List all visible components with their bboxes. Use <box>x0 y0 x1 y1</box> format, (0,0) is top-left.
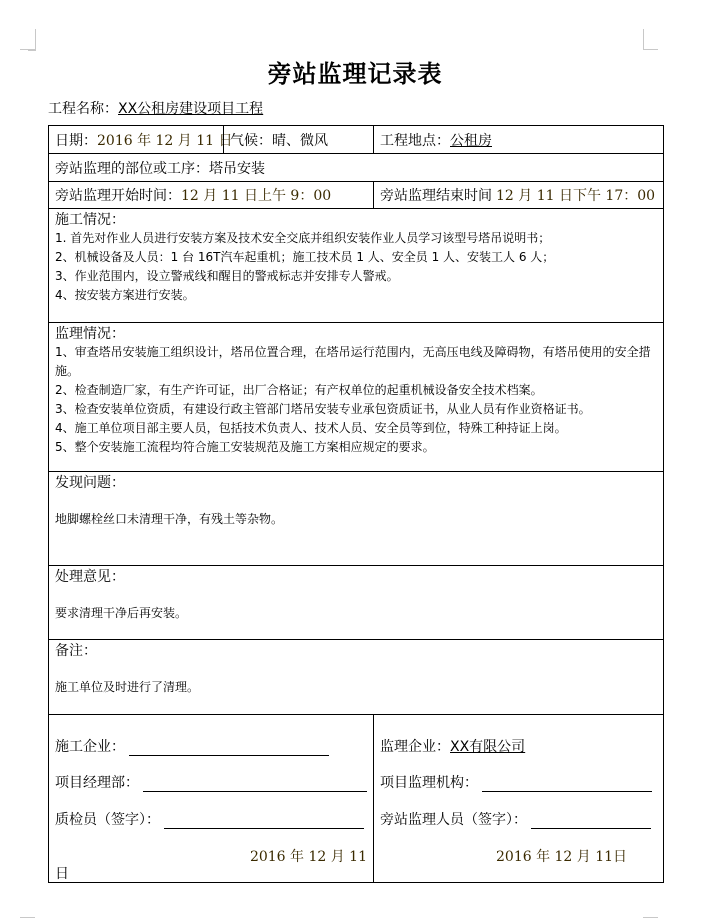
signatures-section <box>49 715 663 882</box>
contractor-company-blank[interactable] <box>129 741 329 756</box>
contractor-date-tail: 日 <box>55 866 69 882</box>
weather-label: 气候： <box>230 132 272 149</box>
supervision-org-blank[interactable] <box>482 777 652 792</box>
start-time-label: 旁站监理开始时间： <box>55 188 181 204</box>
quality-inspector-line[interactable] <box>55 809 364 829</box>
project-manager-line[interactable] <box>55 772 367 792</box>
row-times <box>49 182 663 209</box>
problems-heading: 发现问题： <box>55 475 125 491</box>
contractor-date: 2016 年 12 月 11 <box>249 849 367 865</box>
end-time-value: 12 月 11 日下午 17：00 <box>496 188 656 204</box>
supervision-line: 3、检查安装单位资质，有建设行政主管部门塔吊安装专业承包资质证书，从业人员有作业资格证书。 <box>55 402 591 416</box>
handling-block[interactable] <box>49 566 663 625</box>
part-label: 旁站监理的部位或工序： <box>55 160 209 177</box>
onsite-supervisor-line[interactable] <box>380 809 651 829</box>
page-corner-mark <box>20 49 35 50</box>
construction-line: 2、机械设备及人员：1 台 16T汽车起重机；施工技术员 1 人、安全员 1 人、安装工人 6 人； <box>55 250 555 264</box>
quality-inspector-blank[interactable] <box>164 814 364 829</box>
construction-block[interactable] <box>49 209 663 307</box>
supervision-line: 5、整个安装施工流程均符合施工安装规范及施工方案相应规定的要求。 <box>55 440 435 454</box>
contractor-company-label: 施工企业： <box>55 739 125 755</box>
handling-heading: 处理意见： <box>55 569 125 585</box>
project-name-value[interactable]: XX公租房建设项目工程 <box>118 101 264 117</box>
supervision-org-line[interactable] <box>380 772 652 792</box>
part-value: 塔吊安装 <box>209 160 265 177</box>
construction-heading: 施工情况： <box>55 212 125 228</box>
weather-cell[interactable] <box>223 126 373 153</box>
supervision-org-label: 项目监理机构： <box>380 775 478 791</box>
end-time-label: 旁站监理结束时间 <box>380 188 492 204</box>
row-date-weather-location <box>49 126 663 154</box>
project-manager-blank[interactable] <box>143 777 367 792</box>
location-cell[interactable] <box>373 126 663 153</box>
onsite-supervisor-label: 旁站监理人员（签字）： <box>380 812 527 828</box>
date-value: 2016 年 12 月 11 日 <box>97 132 233 149</box>
construction-line: 4、按安装方案进行安装。 <box>55 288 195 302</box>
construction-line: 1. 首先对作业人员进行安装方案及技术安全交底并组织安装作业人员学习该型号塔吊说明书； <box>55 231 551 245</box>
supervisor-company-value: XX有限公司 <box>450 739 526 755</box>
construction-line: 3、作业范围内，设立警戒线和醒目的警戒标志并安排专人警戒。 <box>55 269 399 283</box>
date-cell[interactable] <box>49 126 233 153</box>
location-label: 工程地点： <box>380 132 450 149</box>
problems-block[interactable] <box>49 472 663 531</box>
supervision-line: 2、检查制造厂家，有生产许可证，出厂合格证；有产权单位的起重机械设备安全技术档案。 <box>55 383 543 397</box>
weather-value: 晴、微风 <box>272 132 328 149</box>
supervision-block[interactable] <box>49 323 663 459</box>
supervisor-company-label: 监理企业： <box>380 739 450 755</box>
remarks-section <box>49 640 663 715</box>
supervision-heading: 监理情况： <box>55 326 125 342</box>
construction-section <box>49 209 663 323</box>
project-name-line <box>48 98 277 118</box>
handling-section <box>49 566 663 640</box>
page-corner-mark <box>643 49 658 50</box>
page-corner-mark <box>643 29 644 50</box>
page-corner-mark <box>643 917 658 918</box>
row-part <box>49 154 663 182</box>
onsite-supervisor-blank[interactable] <box>531 814 651 829</box>
remarks-heading: 备注： <box>55 643 97 659</box>
quality-inspector-label: 质检员（签字）： <box>55 812 160 828</box>
handling-text: 要求清理干净后再安装。 <box>55 606 188 620</box>
supervisor-signature-block <box>373 715 663 882</box>
document-title: 旁站监理记录表 <box>267 59 443 88</box>
project-name-label: 工程名称： <box>48 101 118 117</box>
remarks-block[interactable] <box>49 640 663 699</box>
supervision-line: 1、审查塔吊安装施工组织设计，塔吊位置合理，在塔吊运行范围内，无高压电线及障碍物，有塔吊使用的安全措施。 <box>55 345 651 378</box>
page-corner-mark <box>28 29 36 51</box>
supervisor-date: 2016 年 12 月 11日 <box>496 849 628 865</box>
supervisor-company-line[interactable] <box>380 736 525 756</box>
start-time-value: 12 月 11 日上午 9：00 <box>181 188 332 204</box>
start-time-cell[interactable] <box>49 182 373 208</box>
record-table <box>48 125 664 883</box>
supervision-line: 4、施工单位项目部主要人员，包括技术负责人、技术人员、安全员等到位，特殊工种持证上岗。 <box>55 421 567 435</box>
contractor-signature-block <box>49 715 373 882</box>
end-time-cell[interactable] <box>373 182 663 208</box>
problems-section <box>49 472 663 566</box>
supervision-section <box>49 323 663 472</box>
problems-text: 地脚螺栓丝口未清理干净，有残土等杂物。 <box>55 512 284 526</box>
location-value: 公租房 <box>450 132 492 149</box>
contractor-company-line[interactable] <box>55 736 329 756</box>
date-label: 日期： <box>55 132 97 149</box>
page-corner-mark <box>20 917 35 918</box>
part-cell[interactable] <box>49 154 663 181</box>
project-manager-label: 项目经理部： <box>55 775 139 791</box>
remarks-text: 施工单位及时进行了清理。 <box>55 680 200 694</box>
